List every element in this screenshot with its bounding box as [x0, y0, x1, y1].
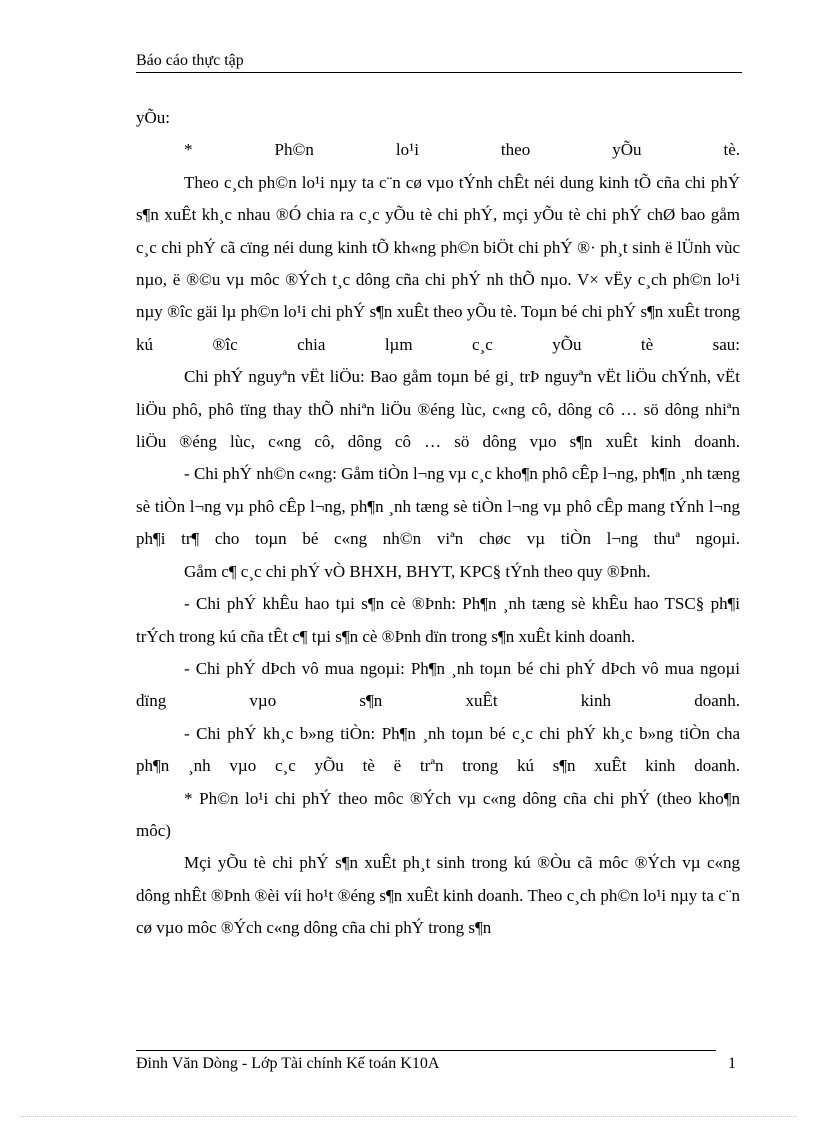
- paragraph: - Chi phÝ nh©n c«ng: Gåm tiÒn l¬ng vµ c¸c kho¶n phô cÊp l¬ng, ph¶n ¸nh tæng sè tiÒn l¬ng vµ phô cÊp l¬ng, ph¶n ¸nh tæng sè tiÒn l¬ng vµ phô cÊp mang tÝnh l¬ng ph¶i tr¶ cho toµn bé c«ng nh©n viªn chøc vµ tiÒn l¬ng thuª ngoµi.: [136, 464, 740, 549]
- paragraph: * Ph©n lo¹i chi phÝ theo môc ®Ých vµ c«ng dông cña chi phÝ (theo kho¶n môc): [136, 788, 740, 840]
- footer-divider: [136, 1050, 716, 1051]
- paragraph: yÕu:: [136, 108, 170, 127]
- paragraph: * Ph©n lo¹i theo yÕu tè.: [184, 140, 740, 160]
- body-content: [136, 102, 740, 945]
- paragraph: Chi phÝ nguyªn vËt liÖu: Bao gåm toµn bé gi¸ trÞ nguyªn vËt liÖu chÝnh, vËt liÖu phô, phô tïng thay thÕ nhiªn liÖu ®éng lùc, c«ng cô, dông cô … sö dông nhiªn liÖu ®éng lùc, c«ng cô, dông cô … sö dông vµo s¶n xuÊt kinh doanh.: [136, 367, 740, 452]
- footer-author: Đinh Văn Dòng - Lớp Tài chính Kế toán K10A: [136, 1055, 440, 1072]
- page-header: [136, 50, 742, 73]
- paragraph: Theo c¸ch ph©n lo¹i nµy ta c¨n cø vµo tÝnh chÊt néi dung kinh tÕ cña chi phÝ s¶n xuÊt kh¸c nhau ®Ó chia ra c¸c yÕu tè chi phÝ, mçi yÕu tè chi phÝ chØ bao gåm c¸c chi phÝ cã cïng néi dung kinh tÕ kh«ng ph©n biÖt chi phÝ ®· ph¸t sinh ë lÜnh vùc nµo, ë ®©u vµ môc ®Ých t¸c dông cña chi phÝ nh thÕ nµo. V× vËy c¸ch ph©n lo¹i nµy ®îc gäi lµ ph©n lo¹i chi phÝ s¶n xuÊt theo yÕu tè. Toµn bé chi phÝ s¶n xuÊt trong kú ®îc chia lµm c¸c yÕu tè sau:: [136, 172, 740, 354]
- paragraph: Gåm c¶ c¸c chi phÝ vÒ BHXH, BHYT, KPC§ tÝnh theo quy ®Þnh.: [184, 561, 651, 581]
- header-title: Báo cáo thực tập: [136, 52, 244, 69]
- paragraph: - Chi phÝ khÊu hao tµi s¶n cè ®Þnh: Ph¶n ¸nh tæng sè khÊu hao TSC§ ph¶i trÝch trong kú cña tÊt c¶ tµi s¶n cè ®Þnh dïn trong s¶n xuÊt kinh doanh.: [136, 594, 740, 646]
- paragraph: Mçi yÕu tè chi phÝ s¶n xuÊt ph¸t sinh trong kú ®Òu cã môc ®Ých vµ c«ng dông nhÊt ®Þnh ®èi víi ho¹t ®éng s¶n xuÊt kinh doanh. Theo c¸ch ph©n lo¹i nµy ta c¨n cø vµo môc ®Ých c«ng dông cña chi phÝ trong s¶n: [136, 853, 740, 938]
- paragraph: - Chi phÝ dÞch vô mua ngoµi: Ph¶n ¸nh toµn bé chi phÝ dÞch vô mua ngoµi dïng vµo s¶n xuÊt kinh doanh.: [136, 658, 740, 711]
- page-number: 1: [728, 1055, 736, 1072]
- page-break-line: [20, 1116, 796, 1117]
- paragraph: - Chi phÝ kh¸c b»ng tiÒn: Ph¶n ¸nh toµn bé c¸c chi phÝ kh¸c b»ng tiÒn cha ph¶n ¸nh vµo c¸c yÕu tè ë trªn trong kú s¶n xuÊt kinh doanh.: [136, 723, 740, 776]
